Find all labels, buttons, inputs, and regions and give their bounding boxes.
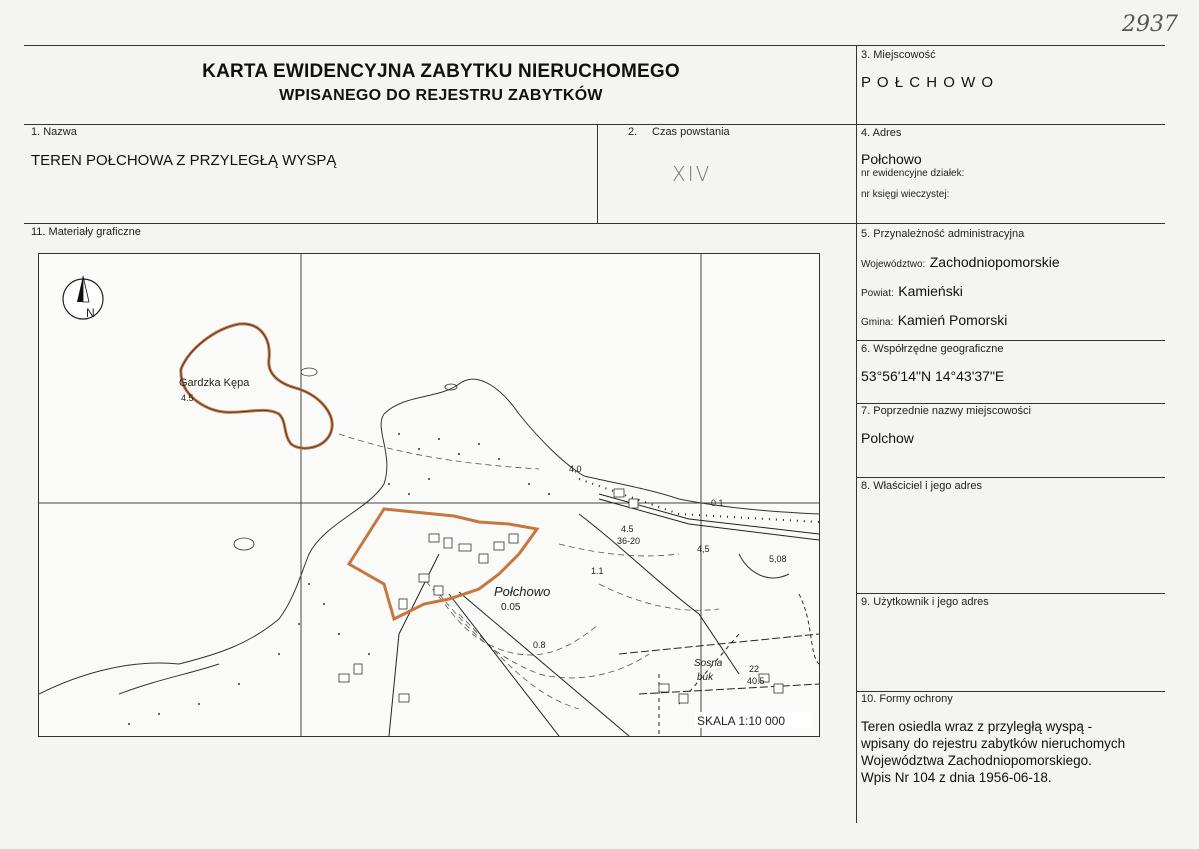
buildings xyxy=(339,489,783,703)
map-value-label: Sosna xyxy=(694,658,723,669)
formy-ochrony-line: Województwa Zachodniopomorskiego. xyxy=(861,753,1092,768)
powiat-label: Powiat: xyxy=(861,288,894,299)
wlasciciel-label: 8. Właściciel i jego adres xyxy=(861,480,983,492)
map-value-label: 4,5 xyxy=(697,544,710,554)
nazwa-value: TEREN POŁCHOWA Z PRZYLEGŁĄ WYSPĄ xyxy=(31,152,337,169)
rule-r-593 xyxy=(856,593,1165,594)
rule-row2 xyxy=(24,223,1165,224)
wojewodztwo-row xyxy=(861,254,1060,272)
adres-label: 4. Adres xyxy=(861,127,902,139)
miejscowosc-value: P O Ł C H O W O xyxy=(861,74,995,91)
wspolrzedne-value: 53°56'14"N 14°43'37"E xyxy=(861,368,1005,384)
powiat-row xyxy=(861,283,963,301)
rule-row1 xyxy=(24,124,1165,125)
north-arrow-icon xyxy=(63,276,103,319)
map-value-label: 0.1 xyxy=(711,498,724,508)
map-value-label: 0.8 xyxy=(533,640,546,650)
formy-ochrony-line: Wpis Nr 104 z dnia 1956-06-18. xyxy=(861,770,1052,785)
materialy-label: 11. Materiały graficzne xyxy=(31,226,141,238)
gmina-value: Kamień Pomorski xyxy=(897,312,1008,328)
archive-number: 2937 xyxy=(1122,12,1178,37)
rule-r-477 xyxy=(856,477,1165,478)
top-rule xyxy=(24,45,1165,46)
wojewodztwo-label: Województwo: xyxy=(861,259,926,270)
gmina-row xyxy=(861,312,1007,330)
nr-ksiegi-label: nr księgi wieczystej: xyxy=(861,189,950,200)
topographic-map xyxy=(39,254,819,736)
czas-value: XIV xyxy=(672,162,712,186)
island-label: Gardzka Kępa xyxy=(179,377,250,389)
vrule-right xyxy=(856,45,857,823)
miejscowosc-label: 3. Miejscowość xyxy=(861,49,936,61)
railway xyxy=(579,479,819,522)
przynaleznosc-label: 5. Przynależność administracyjna xyxy=(861,228,1025,240)
powiat-value: Kamieński xyxy=(898,283,963,299)
czas-label-num: 2. xyxy=(628,126,638,138)
map-value-label: 4.5 xyxy=(621,524,634,534)
islets xyxy=(234,368,457,550)
gmina-label: Gmina: xyxy=(861,317,894,328)
nazwa-label: 1. Nazwa xyxy=(31,126,77,138)
wojewodztwo-value: Zachodniopomorskie xyxy=(929,254,1060,270)
map-value-label: 22 xyxy=(749,664,760,674)
formy-ochrony-line: Teren osiedla wraz z przyległą wyspą - xyxy=(861,719,1093,734)
uzytkownik-label: 9. Użytkownik i jego adres xyxy=(861,596,989,608)
map-value-label: 36-20 xyxy=(617,536,641,546)
village-label: Połchowo xyxy=(494,584,551,599)
poprzednie-nazwy-label: 7. Poprzednie nazwy miejscowości xyxy=(861,405,1031,417)
rule-r-691 xyxy=(856,691,1165,692)
scale-label: SKALA 1:10 000 xyxy=(697,714,786,728)
map-value-label: 40.5 xyxy=(747,676,765,686)
card-title-line2: WPISANEGO DO REJESTRU ZABYTKÓW xyxy=(279,87,603,104)
vrule-mid xyxy=(597,124,598,223)
adres-value: Połchowo xyxy=(861,151,922,167)
rule-r-403 xyxy=(856,403,1165,404)
poprzednie-nazwy-value: Polchow xyxy=(861,430,914,446)
map-value-label: 0.05 xyxy=(501,602,521,613)
map-value-label: buk xyxy=(697,672,714,683)
wspolrzedne-label: 6. Współrzędne geograficzne xyxy=(861,343,1004,355)
formy-ochrony-line: wpisany do rejestru zabytków nieruchomych xyxy=(861,736,1126,751)
map-image xyxy=(38,253,820,737)
nr-dzialek-label: nr ewidencyjne działek: xyxy=(861,168,965,179)
rule-r-340 xyxy=(856,340,1165,341)
formy-ochrony-label: 10. Formy ochrony xyxy=(861,693,953,705)
map-value-label: 1.1 xyxy=(591,566,604,576)
map-value-label: 5,08 xyxy=(769,554,787,564)
map-value-label: 4,0 xyxy=(569,464,582,474)
card-title-line1: KARTA EWIDENCYJNA ZABYTKU NIERUCHOMEGO xyxy=(202,61,680,82)
czas-label: Czas powstania xyxy=(652,126,730,138)
map-value-label: 4.5 xyxy=(181,393,194,403)
north-label: N xyxy=(86,306,95,320)
